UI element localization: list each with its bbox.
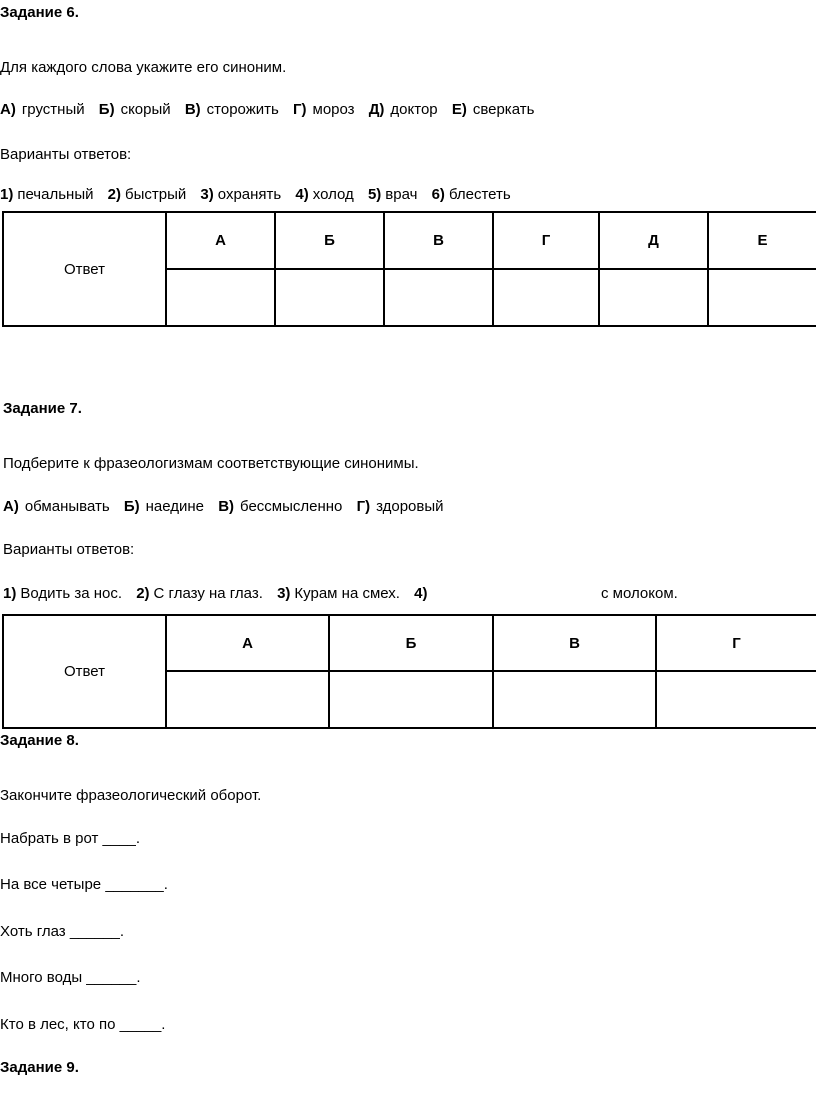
task7-answer-cell-v[interactable] [493, 671, 656, 728]
task8-title: Задание 8. [0, 732, 79, 749]
task6-word-g: Г) мороз [293, 101, 355, 118]
task6-variant-list [0, 185, 511, 205]
task6-answer-label: Ответ [3, 212, 166, 326]
task6-word-d: Д) доктор [368, 101, 438, 118]
task7-variant-list [3, 584, 431, 604]
task8-item-4: Много воды ______. [0, 969, 141, 986]
task6-col-d: Д [599, 212, 708, 269]
task6-word-a: А) грустный [0, 101, 85, 118]
task6-variant-6: 6) блестеть [431, 186, 511, 203]
task7-variant-4-tail: с молоком. [601, 585, 678, 602]
task6-col-e: Е [708, 212, 816, 269]
task7-col-v: В [493, 615, 656, 671]
task6-col-g: Г [493, 212, 599, 269]
task6-variant-4: 4) холод [295, 186, 354, 203]
task7-word-a: А) обманывать [3, 498, 110, 515]
task7-col-b: Б [329, 615, 493, 671]
task7-answer-label: Ответ [3, 615, 166, 728]
task6-word-b: Б) скорый [98, 101, 171, 118]
task7-variant-3: 3) Курам на смех. [277, 585, 400, 602]
task6-variants-label: Варианты ответов: [0, 146, 132, 163]
task7-answer-cell-a[interactable] [166, 671, 329, 728]
task7-word-b: Б) наедине [123, 498, 205, 515]
task6-answer-table [2, 211, 816, 327]
task7-col-g: Г [656, 615, 816, 671]
task8-item-1: Набрать в рот ____. [0, 830, 141, 847]
task6-instruction: Для каждого слова укажите его синоним. [0, 59, 287, 76]
task6-col-v: В [384, 212, 493, 269]
task7-variants-label: Варианты ответов: [3, 541, 135, 558]
task6-answer-cell-d[interactable] [599, 269, 708, 326]
task7-instruction: Подберите к фразеологизмам соответствующие синонимы. [3, 455, 419, 472]
task7-word-v: В) бессмысленно [218, 498, 343, 515]
task6-col-a: А [166, 212, 275, 269]
task6-answer-cell-e[interactable] [708, 269, 816, 326]
task6-word-e: Е) сверкать [451, 101, 535, 118]
task7-word-g: Г) здоровый [356, 498, 444, 515]
task7-variant-2: 2) С глазу на глаз. [136, 585, 263, 602]
task7-answer-cell-b[interactable] [329, 671, 493, 728]
task6-answer-cell-v[interactable] [384, 269, 493, 326]
task7-col-a: А [166, 615, 329, 671]
task8-item-2: На все четыре _______. [0, 876, 168, 893]
task6-title: Задание 6. [0, 4, 79, 21]
task6-word-list [0, 100, 534, 120]
task7-title: Задание 7. [3, 400, 82, 417]
task8-item-3: Хоть глаз ______. [0, 923, 125, 940]
task6-answer-cell-g[interactable] [493, 269, 599, 326]
task8-item-5: Кто в лес, кто по _____. [0, 1016, 166, 1033]
task6-variant-5: 5) врач [367, 186, 418, 203]
task6-variant-3: 3) охранять [200, 186, 282, 203]
task7-variant-4: 4) [414, 585, 428, 602]
task6-variant-1: 1) печальный [0, 186, 94, 203]
task8-instruction: Закончите фразеологический оборот. [0, 787, 262, 804]
task6-word-v: В) сторожить [184, 101, 279, 118]
task7-answer-cell-g[interactable] [656, 671, 816, 728]
task6-col-b: Б [275, 212, 384, 269]
task6-answer-cell-b[interactable] [275, 269, 384, 326]
task7-word-list [3, 497, 444, 517]
task7-variant-1: 1) Водить за нос. [3, 585, 123, 602]
task6-variant-2: 2) быстрый [107, 186, 187, 203]
task9-title: Задание 9. [0, 1059, 79, 1076]
task6-answer-cell-a[interactable] [166, 269, 275, 326]
task7-answer-table [2, 614, 816, 729]
